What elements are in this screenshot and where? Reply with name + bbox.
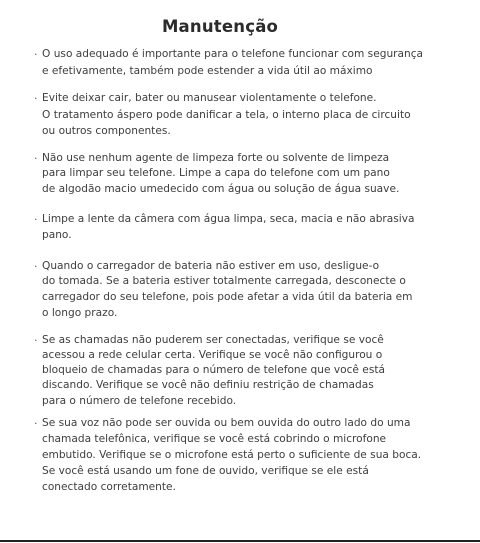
item-line: Evite deixar cair, bater ou manusear violentamente o telefone. bbox=[42, 92, 377, 104]
item-line: discando. Verifique se você não definiu restrição de chamadas bbox=[42, 379, 374, 391]
item-line: Se sua voz não pode ser ouvida ou bem ouvida do outro lado do uma bbox=[42, 417, 411, 429]
item-line: embutido. Verifique se o microfone está perto o suficiente de sua boca. bbox=[42, 449, 422, 461]
item-line: O tratamento áspero pode danificar a tela, o interno placa de circuito bbox=[42, 109, 411, 121]
item-line: para o número de telefone recebido. bbox=[42, 395, 237, 407]
item-line: Não use nenhum agente de limpeza forte ou solvente de limpeza bbox=[42, 152, 390, 164]
item-line: chamada telefônica, verifique se você está cobrindo o microfone bbox=[42, 433, 387, 445]
item-line: pano. bbox=[42, 229, 72, 241]
item-line: do tomada. Se a bateria estiver totalmente carregada, desconecte o bbox=[42, 275, 406, 287]
bullet-icon: · bbox=[34, 48, 38, 61]
item-line: o longo prazo. bbox=[42, 307, 118, 319]
item-line: Se você está usando um fone de ouvido, verifique se ele está bbox=[42, 465, 369, 477]
item-line: Limpe a lente da câmera com água limpa, seca, macia e não abrasiva bbox=[42, 213, 415, 225]
bullet-icon: · bbox=[34, 213, 38, 226]
item-line: Se as chamadas não puderem ser conectadas, verifique se você bbox=[42, 334, 384, 346]
bullet-icon: · bbox=[34, 92, 38, 105]
item-line: carregador do seu telefone, pois pode afetar a vida útil da bateria em bbox=[42, 291, 413, 303]
item-line: de algodão macio umedecido com água ou solução de água suave. bbox=[42, 183, 400, 195]
item-line: bloqueio de chamadas para o número de telefone que você está bbox=[42, 364, 385, 376]
page-title: Manutenção bbox=[161, 17, 279, 36]
item-line: conectado corretamente. bbox=[42, 481, 176, 493]
item-line: e efetivamente, também pode estender a vida útil ao máximo bbox=[42, 65, 373, 77]
item-line: Quando o carregador de bateria não estiver em uso, desligue-o bbox=[42, 260, 380, 272]
bullet-icon: · bbox=[34, 417, 38, 430]
bottom-divider bbox=[0, 540, 480, 542]
bullet-icon: · bbox=[34, 152, 38, 165]
bullet-icon: · bbox=[34, 334, 38, 347]
bullet-icon: · bbox=[34, 260, 38, 273]
item-line: ou outros componentes. bbox=[42, 125, 171, 137]
item-line: para limpar seu telefone. Limpe a capa do telefone com um pano bbox=[42, 167, 390, 179]
item-line: acessou a rede celular certa. Verifique se você não configurou o bbox=[42, 349, 383, 361]
item-line: O uso adequado é importante para o telefone funcionar com segurança bbox=[42, 48, 424, 60]
